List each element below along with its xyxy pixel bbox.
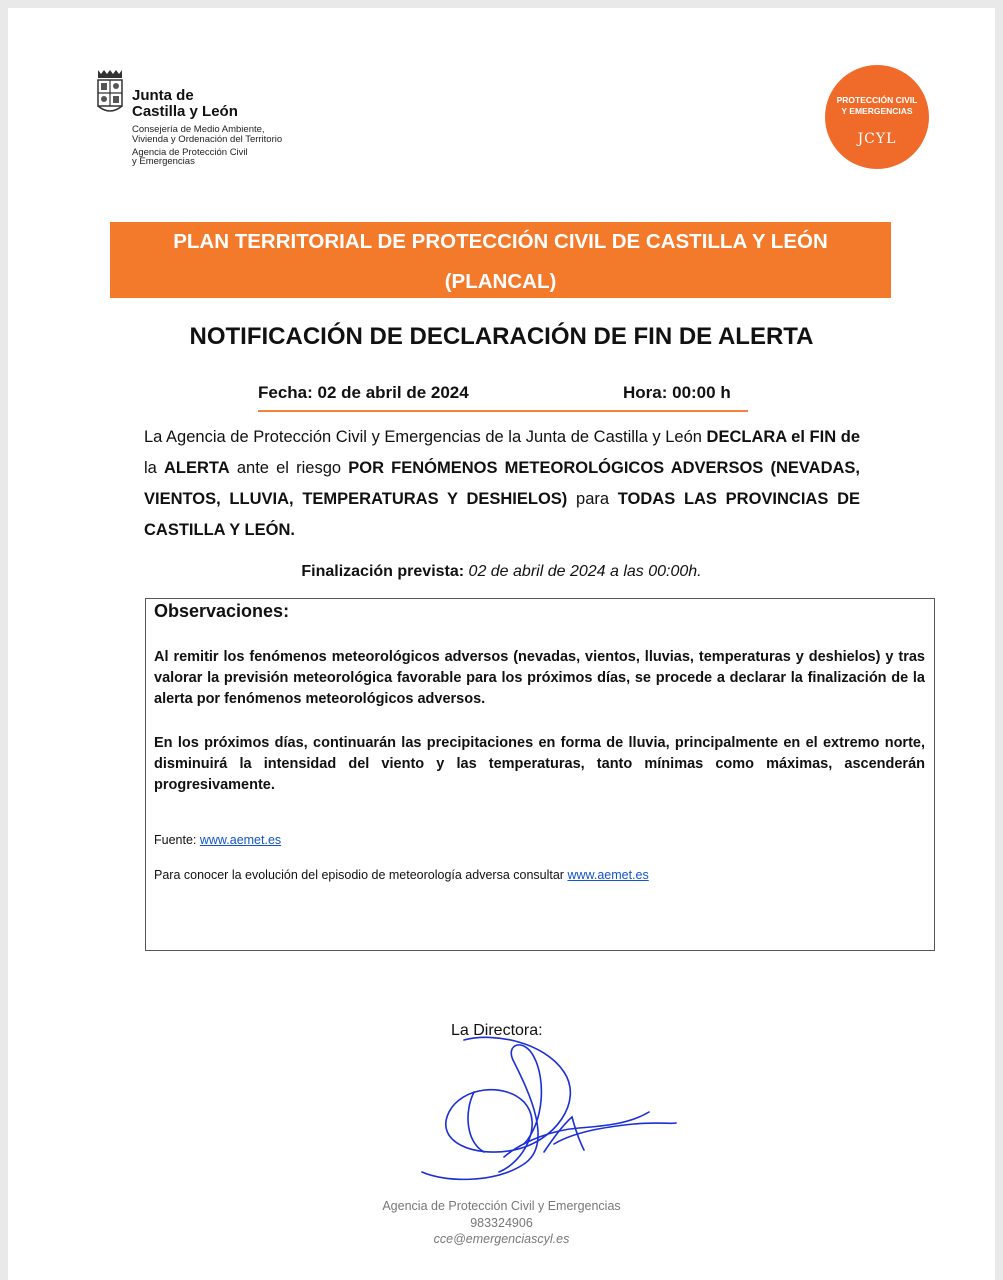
badge-line-2: Y EMERGENCIAS xyxy=(841,106,913,116)
badge-text xyxy=(825,95,929,117)
date-line xyxy=(258,380,748,412)
agency-line-2: y Emergencias xyxy=(132,156,195,167)
evolution-line xyxy=(154,868,649,882)
lead-bold-4: TODAS LAS PROVINCIAS DE CASTILLA Y LEÓN. xyxy=(144,490,860,539)
lead-text-2: la xyxy=(144,459,165,477)
source-label: Fuente: xyxy=(154,833,200,847)
dept-line-2: Vivienda y Ordenación del Territorio xyxy=(132,134,283,145)
page-title: NOTIFICACIÓN DE DECLARACIÓN DE FIN DE ALERTA xyxy=(189,323,814,350)
observations-paragraph-2: En los próximos días, continuarán las precipitaciones en forma de lluvia, principalmente en el extremo norte, disminuirá la intensidad del viento y las temperaturas, tanto mínimas como máximas, ascenderán progresivamente. xyxy=(154,735,925,793)
expected-end-value: 02 de abril de 2024 a las 00:00h. xyxy=(464,563,702,580)
footer-agency: Agencia de Protección Civil y Emergencias xyxy=(382,1199,621,1213)
lead-text-3: ante el riesgo xyxy=(229,459,349,477)
expected-end-label: Finalización prevista: xyxy=(301,563,465,580)
evolution-link[interactable]: www.aemet.es xyxy=(567,868,649,882)
lead-text-4: para xyxy=(567,490,618,508)
org-name-line-2: Castilla y León xyxy=(132,103,238,120)
footer-phone: 983324906 xyxy=(470,1216,533,1230)
evolution-text: Para conocer la evolución del episodio de meteorología adversa consultar xyxy=(154,868,568,882)
observations-paragraph-1: Al remitir los fenómenos meteorológicos adversos (nevadas, vientos, lluvias, temperaturas y deshielos) y tras valorar la previsión meteorológica favorable para los próximos días, se procede a declarar la finalización de la alerta por fenómenos meteorológicos adversos. xyxy=(154,649,925,707)
badge-line-1: PROTECCIÓN CIVIL xyxy=(836,95,918,105)
lead-text-1: La Agencia de Protección Civil y Emergencias de la Junta de Castilla y León xyxy=(144,428,707,446)
org-name-line-1: Junta de xyxy=(132,87,194,104)
document-page xyxy=(8,8,995,1280)
observations-box xyxy=(145,598,935,951)
lead-bold-3: POR FENÓMENOS METEOROLÓGICOS ADVERSOS (NEVADAS, VIENTOS, LLUVIA, TEMPERATURAS Y DESHIELOS) xyxy=(144,459,861,508)
org-agency xyxy=(132,148,248,166)
expected-end xyxy=(8,563,995,581)
org-department xyxy=(132,125,282,145)
banner-line-1: PLAN TERRITORIAL DE PROTECCIÓN CIVIL DE CASTILLA Y LEÓN xyxy=(173,230,828,253)
signature-image xyxy=(404,1032,684,1192)
coat-of-arms-icon xyxy=(92,68,126,124)
declaration-paragraph xyxy=(144,422,860,546)
agency-line-1: Agencia de Protección Civil xyxy=(132,147,248,158)
badge-name: JCYL xyxy=(857,131,897,147)
banner-line-2: (PLANCAL) xyxy=(444,270,557,293)
lead-bold-1: DECLARA el FIN de xyxy=(706,428,860,446)
plan-banner xyxy=(110,222,891,298)
source-link[interactable]: www.aemet.es xyxy=(199,833,282,847)
dept-line-1: Consejería de Medio Ambiente, xyxy=(132,124,265,135)
signature-label: La Directora: xyxy=(451,1022,543,1039)
org-name xyxy=(132,88,238,120)
lead-bold-2: ALERTA xyxy=(164,459,230,477)
source-line xyxy=(154,833,281,847)
time-value: Hora: 00:00 h xyxy=(623,383,731,402)
observations-title: Observaciones: xyxy=(154,601,290,621)
date-value: Fecha: 02 de abril de 2024 xyxy=(258,383,469,402)
footer-email: cce@emergenciascyl.es xyxy=(433,1232,570,1246)
proteccion-civil-logo xyxy=(825,65,929,169)
